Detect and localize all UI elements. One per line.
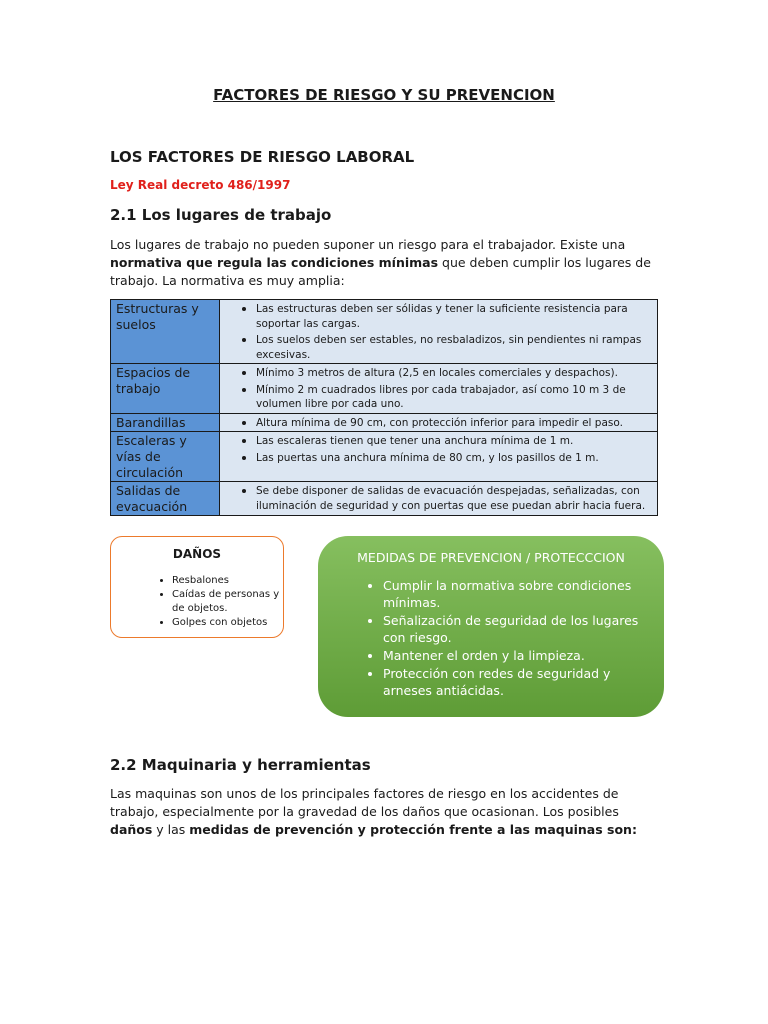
table-category: Espacios de trabajo (111, 364, 220, 414)
table-row (111, 432, 658, 482)
list-item: • Se debe disponer de salidas de evacuación despejadas, señalizadas, con iluminación de seguridad y con puertas que ese puedan abrir hacia fuera. (256, 483, 651, 513)
paragraph-text: y las (152, 822, 190, 837)
medidas-item: • Protección con redes de seguridad y arneses antiácidas. (383, 665, 654, 699)
danos-item: • Golpes con objetos (172, 616, 283, 630)
list-item: • Altura mínima de 90 cm, con protección inferior para impedir el paso. (256, 415, 651, 431)
danos-item: • Caídas de personas y de objetos. (172, 588, 283, 616)
law-reference: Ley Real decreto 486/1997 (110, 178, 291, 192)
paragraph-text: que deben cumplir los lugares de trabajo. La normativa es muy amplia: (110, 255, 651, 288)
table-description (220, 364, 658, 414)
medidas-box (318, 536, 664, 717)
paragraph-bold-text: daños (110, 822, 153, 837)
table-row (111, 300, 658, 364)
list-item: • Mínimo 3 metros de altura (2,5 en locales comerciales y despachos). (256, 365, 651, 381)
table-row (111, 482, 658, 516)
table-description (220, 432, 658, 482)
paragraph-text: Las maquinas son unos de los principales factores de riesgo en los accidentes de trabajo, especialmente por la gravedad de los daños que ocasionan. Los posibles (110, 786, 619, 819)
medidas-item: • Cumplir la normativa sobre condiciones mínimas. (383, 577, 654, 611)
document-title: FACTORES DE RIESGO Y SU PREVENCION (213, 86, 555, 104)
paragraph-bold-text: medidas de prevención y protección frente a las maquinas son: (189, 822, 637, 837)
danos-item: • Resbalones (172, 574, 283, 588)
table-description (220, 413, 658, 432)
table-category: Barandillas (111, 413, 220, 432)
heading-maquinaria: 2.2 Maquinaria y herramientas (110, 756, 371, 774)
table-row (111, 364, 658, 414)
list-item: • Los suelos deben ser estables, no resbaladizos, sin pendientes ni rampas excesivas. (256, 332, 651, 362)
risk-table (110, 299, 658, 516)
list-item: • Mínimo 2 m cuadrados libres por cada trabajador, así como 10 m 3 de volumen libre por cada uno. (256, 382, 651, 412)
medidas-item: • Mantener el orden y la limpieza. (383, 647, 654, 664)
table-category: Estructuras y suelos (111, 300, 220, 364)
list-item: • Las escaleras tienen que tener una anchura mínima de 1 m. (256, 433, 651, 449)
heading-lugares-trabajo: 2.1 Los lugares de trabajo (110, 206, 332, 224)
table-description (220, 482, 658, 516)
table-description (220, 300, 658, 364)
table-category: Salidas de evacuación (111, 482, 220, 516)
table-row (111, 413, 658, 432)
medidas-heading: MEDIDAS DE PREVENCION / PROTECCCION (357, 550, 625, 565)
danos-box (110, 536, 284, 638)
list-item: • Las puertas una anchura mínima de 80 cm, y los pasillos de 1 m. (256, 450, 651, 466)
paragraph-bold-text: normativa que regula las condiciones mínimas (110, 255, 439, 270)
table-category: Escaleras y vías de circulación (111, 432, 220, 482)
section-title: LOS FACTORES DE RIESGO LABORAL (110, 148, 415, 166)
paragraph-text: Los lugares de trabajo no pueden suponer un riesgo para el trabajador. Existe una (110, 237, 626, 252)
medidas-item: • Señalización de seguridad de los lugares con riesgo. (383, 612, 654, 646)
danos-heading: DAÑOS (172, 547, 222, 561)
list-item: • Las estructuras deben ser sólidas y tener la suficiente resistencia para soportar las cargas. (256, 301, 651, 331)
paragraph-lugares-trabajo (110, 236, 658, 290)
paragraph-maquinaria (110, 785, 658, 839)
